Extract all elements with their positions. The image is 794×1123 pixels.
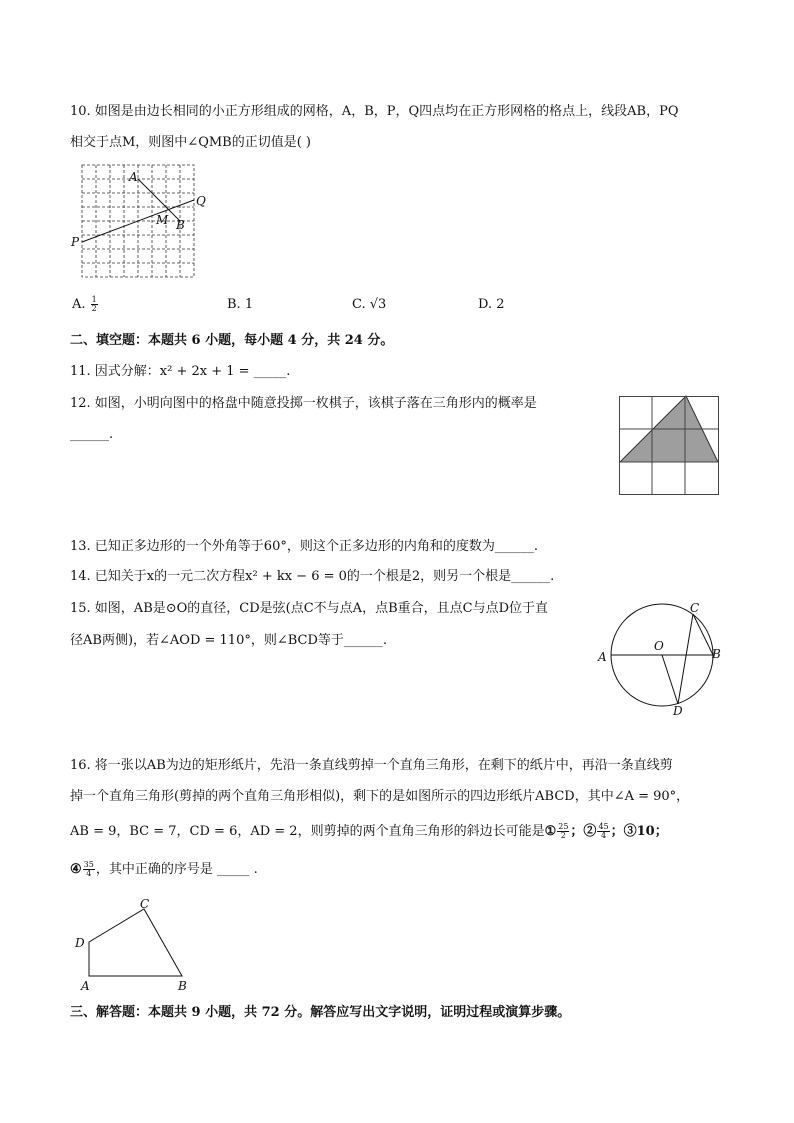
q16-text-line2: 掉一个直角三角形(剪掉的两个直角三角形相似)，剩下的是如图所示的四边形纸片ABCD，其中∠A = 90°， <box>70 789 690 804</box>
q15-text-line1: 15. 如图，AB是⊙O的直径，CD是弦(点C不与点A，点B重合，且点C与点D位于直 <box>70 601 548 616</box>
q10-option-c[interactable]: C. √3 <box>352 297 387 312</box>
label-a: A <box>129 170 138 184</box>
q10-option-d[interactable]: D. 2 <box>478 297 505 312</box>
section2-heading: 二、填空题：本题共 6 小题，每小题 4 分，共 24 分。 <box>70 333 394 348</box>
label-p: P <box>71 235 80 249</box>
q14-text: 14. 已知关于x的一元二次方程x² + kx − 6 = 0的一个根是2，则另一个根是______. <box>70 569 555 584</box>
q10-c-val: √3 <box>369 297 387 312</box>
q15-circle-figure <box>596 600 726 720</box>
q12-text-line2: ______. <box>70 427 114 442</box>
q16-text-line4: ④ $\frac{35}{4}$ ，其中正确的序号是 _____ . <box>70 860 258 878</box>
q16-text-line3: AB = 9，BC = 7，CD = 6，AD = 2，则剪掉的两个直角三角形的斜边长可能是① $\frac{25}{2}$ ；② $\frac{45}{4}$ ；③10； <box>70 822 668 840</box>
label-d: D <box>75 936 85 950</box>
q10-a-num: 1 <box>91 295 97 304</box>
q16-text-line1: 16. 将一张以AB为边的矩形纸片，先沿一条直线剪掉一个直角三角形，在剩下的纸片中，再沿一条直线剪 <box>70 758 673 773</box>
quadrilateral-abcd <box>89 909 182 976</box>
label-b: B <box>178 979 187 993</box>
label-d: D <box>673 704 683 718</box>
q10-text-line2: 相交于点M，则图中∠QMB的正切值是( ) <box>70 135 312 150</box>
chord-cd <box>678 614 693 704</box>
q13-text: 13. 已知正多边形的一个外角等于60°，则这个正多边形的内角和的度数为______. <box>70 539 538 554</box>
q10-a-den: 2 <box>91 304 97 313</box>
label-o: O <box>654 639 664 653</box>
label-q: Q <box>196 194 206 208</box>
section3-heading: 三、解答题：本题共 9 小题，共 72 分。解答应写出文字说明，证明过程或演算步骤。 <box>70 1005 571 1020</box>
label-c: C <box>140 897 150 911</box>
q16-quadrilateral-figure <box>72 898 197 998</box>
segment-od <box>662 655 678 704</box>
label-b: B <box>176 218 185 232</box>
q10-option-b[interactable]: B. 1 <box>227 297 254 312</box>
label-a: A <box>598 650 607 664</box>
q10-text-line1: 10. 如图是由边长相同的小正方形组成的网格，A，B，P，Q四点均在正方形网格的格点上，线段AB，PQ <box>70 104 679 119</box>
label-a: A <box>81 979 90 993</box>
q10-grid-figure <box>70 160 205 285</box>
q15-text-line2: 径AB两侧)，若∠AOD = 110°，则∠BCD等于______. <box>70 633 388 648</box>
q12-board-figure <box>619 396 719 495</box>
segment-bc <box>693 614 713 655</box>
q12-text-line1: 12. 如图，小明向图中的格盘中随意投掷一枚棋子，该棋子落在三角形内的概率是 <box>70 396 537 411</box>
label-b: B <box>712 647 721 661</box>
label-c: C <box>690 601 700 615</box>
label-m: M <box>156 213 169 227</box>
q10-option-a[interactable]: A. $\frac{1}{2}$ <box>72 295 97 313</box>
q11-text: 11. 因式分解：x² + 2x + 1 = _____. <box>70 364 291 379</box>
